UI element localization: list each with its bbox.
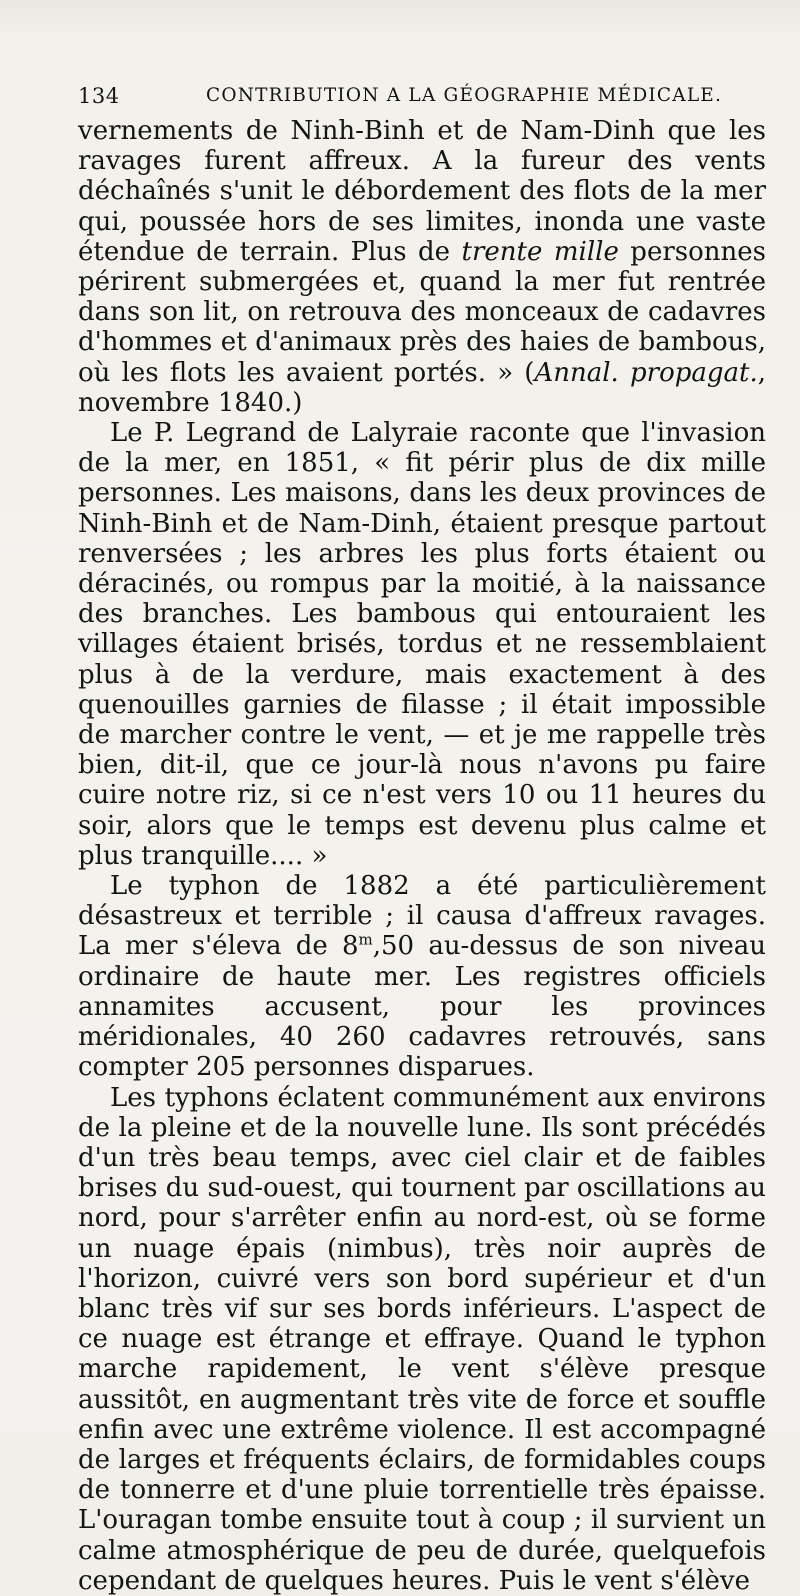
text-span: ,50 au-dessus de son niveau ordinaire de haute mer. Les registres officiels annamites accusent, pour les provinces méridionales, 40 260 cadavres retrouvés, sans compter 205 personnes disparues.: [78, 931, 766, 1083]
paragraph-1: [78, 116, 766, 418]
body-text: [78, 116, 766, 1596]
citation-annal-propagat: Annal. propagat.: [534, 357, 758, 388]
text-span: personnes périrent submergées et, quand la mer fut rentrée dans son lit, on retrouva des monceaux de cadavres d'hommes et d'animaux près des haies de bambous, où les flots les avaient portés. » (: [78, 236, 766, 388]
paragraph-4: Les typhons éclatent communément aux environs de la pleine et de la nouvelle lune. Ils sont précédés d'un très beau temps, avec ciel clair et de faibles brises du sud-ouest, qui tournent par oscillations au nord, pour s'arrêter enfin au nord-est, où se forme un nuage épais (nimbus), très noir auprès de l'horizon, cuivré vers son bord supérieur et d'un blanc très vif sur ses bords inférieurs. L'aspect de ce nuage est étrange et effraye. Quand le typhon marche rapidement, le vent s'élève presque aussitôt, en augmentant très vite de force et souffle enfin avec une extrême violence. Il est accompagné de larges et fréquents éclairs, de formidables coups de tonnerre et d'une pluie torrentielle très épaisse. L'ouragan tombe ensuite tout à coup ; il survient un calme atmosphérique de peu de durée, quelquefois cependant de quelques heures. Puis le vent s'élève: [78, 1082, 766, 1596]
running-title: CONTRIBUTION A LA GÉOGRAPHIE MÉDICALE.: [206, 85, 723, 106]
text-span: vernements de Ninh-Binh et de Nam-Dinh que les ravages furent affreux. A la fureur des vents déchaînés s'unit le débordement des flots de la mer qui, poussée hors de ses limites, inonda une vaste étendue de terrain. Plus de: [78, 116, 766, 267]
paragraph-2: Le P. Legrand de Lalyraie raconte que l'invasion de la mer, en 1851, « fit périr plus de dix mille personnes. Les maisons, dans les deux provinces de Ninh-Binh et de Nam-Dinh, étaient presque partout renversées ; les arbres les plus forts étaient ou déracinés, ou rompus par la moitié, à la naissance des branches. Les bambous qui entouraient les villages étaient brisés, tordus et ne ressemblaient plus à de la verdure, mais exactement à des quenouilles garnies de filasse ; il était impossible de marcher contre le vent, — et je me rappelle très bien, dit-il, que ce jour-là nous n'avons pu faire cuire notre riz, si ce n'est vers 10 ou 11 heures du soir, alors que le temps est devenu plus calme et plus tranquille.... »: [78, 418, 766, 871]
superscript-unit: m: [358, 930, 373, 949]
text-span: , novembre 1840.): [78, 357, 766, 418]
page-header: [78, 84, 724, 114]
text-span: Le typhon de 1882 a été particulièrement désastreux et terrible ; il causa d'affreux ravages. La mer s'éleva de 8: [78, 871, 766, 962]
emphasis-trente-mille: trente mille: [461, 236, 619, 267]
paragraph-3: [78, 871, 766, 1082]
page-number: 134: [78, 84, 120, 108]
